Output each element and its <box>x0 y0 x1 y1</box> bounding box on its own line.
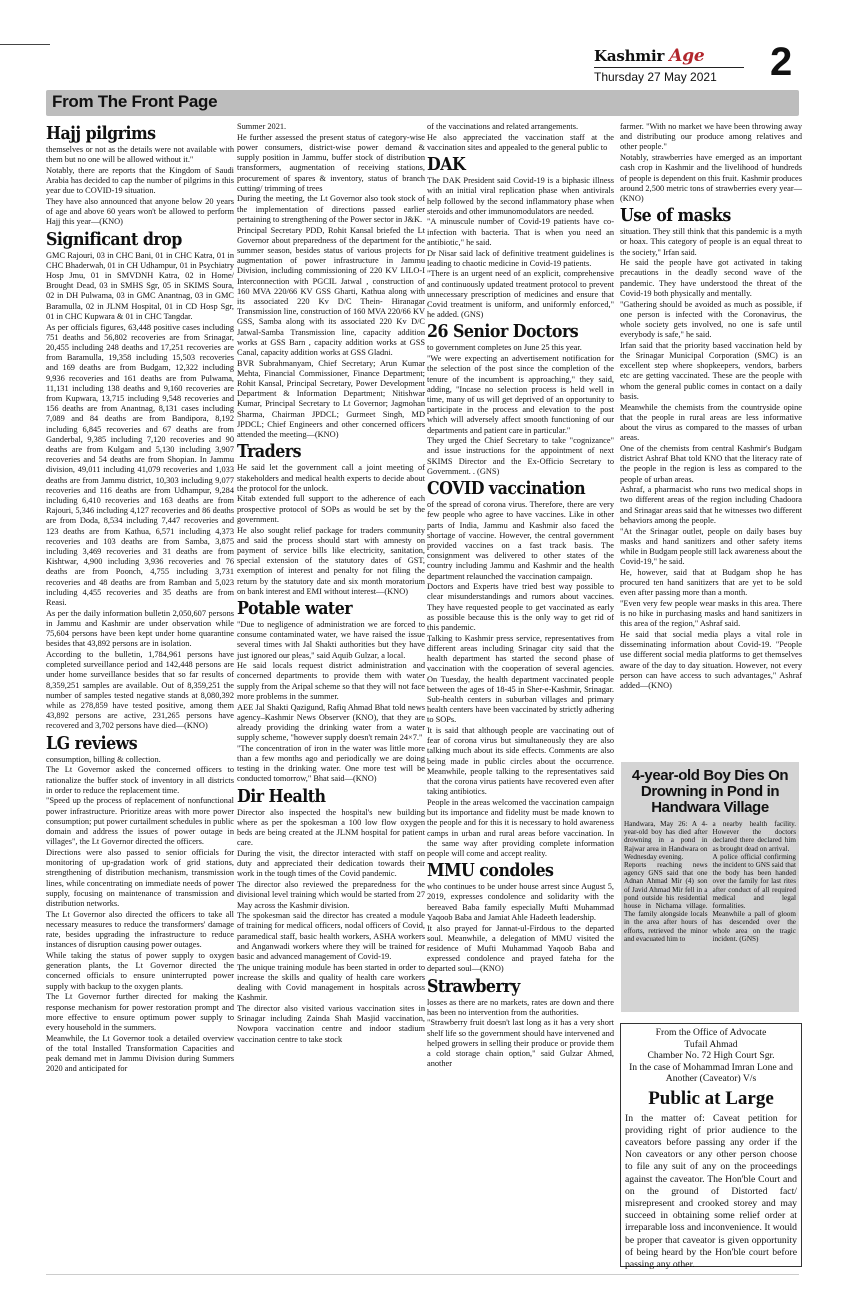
column-4 <box>620 122 802 692</box>
paragraph: "Speed up the process of replacement of nonfunctional power infrastructure. Prioritize areas with more power consumption; put power curtailment schedules in public domain and address the issues of power outage in villages", the Lt Governor directed the officers. <box>46 796 234 847</box>
paragraph: who continues to be under house arrest since August 5, 2019, expresses condolence and solidarity with the bereaved Baba family especially Mufti Muhammad Yaqoob Baba and Jamiat Ahle Hadeeth leadership. <box>427 882 614 922</box>
paragraph: AEE Jal Shakti Qazigund, Rafiq Ahmad Bhat told news agency–Kashmir News Observer (KNO), that they are already providing the drinking water from a water supply scheme, "however supply doesn't remain 24×7." <box>237 702 425 743</box>
paragraph: a nearby health facility. However the doctors declared there declared him as brought dead on arrival. <box>712 820 796 853</box>
paragraph: A police official confirming the incident to GNS said that the body has been handed over the family for last rites after conduct of all required medical and legal formalities. <box>712 852 796 911</box>
paragraph: "There is an urgent need of an explicit, comprehensive and continuously updated treatment protocol to prevent unnecessary prescription of medicines and ensure that Covid treatment is uniform, and uniformly enforced," he added. (GNS) <box>427 269 614 320</box>
paragraph: "Due to negligence of administration we are forced to consume contaminated water, we have raised the issue several times with Jal Shakti authorities but they have just ignored our pleas," said Aquib Gulzar, a local. <box>237 619 425 660</box>
paragraph: "A minuscule number of Covid-19 patients have co-infection with bacteria. That is when you need an antibiotic," he said. <box>427 217 614 247</box>
paragraph: The director also visited various vaccination sites in Srinagar including Zainda Shah Masjid vaccination, Nowpora vaccination centre and indoor stadium vaccination centre to take stock <box>237 1004 425 1044</box>
paragraph: to government completes on June 25 this year. <box>427 343 582 353</box>
paragraph: According to the bulletin, 1,784,961 persons have completed surveillance period and 142,448 persons are under home surveillance besides that so far results of 8,359,251 samples are available. Out of 8,359,251 the number of samples tested negative stands at 8,080,392 while as 278,859 have tested positive, among them 43,892 persons are active, 231,265 persons have recovered and 3,702 persons have died—(KNO) <box>46 650 234 731</box>
paragraph: "Gathering should be avoided as much as possible, if one person is infected with the Coronavirus, the whole society gets involved, no one is safe until everybody is safe," he said. <box>620 299 802 340</box>
paragraph: farmer. "With no market we have been throwing away and distributing our produce among relatives and other people." <box>620 122 802 152</box>
paragraph: The Lt Governor also directed the officers to take all necessary measures to reduce the transformers' damage rate, besides upgrading the infrastructure to reduce instances of disruption causing power outages. <box>46 909 234 950</box>
headline-traders: Traders <box>237 441 301 463</box>
logo-text-age: Age <box>669 46 705 66</box>
paragraph: One of the chemists from central Kashmir's Budgam district Ashraf Bhat told KNO that the literacy rate of the people in the region is less as compared to the people of urban areas. <box>620 443 802 484</box>
paragraph: The spokesman said the director has created a module of training for medical officers, nodal officers of Covid, paramedical staff, basic health workers, ASHA workers and Anganwadi workers where they will be trained for basic and advanced management of Covid-19. <box>237 911 425 962</box>
paragraph: As per officials figures, 63,448 positive cases including 751 deaths and 56,802 recoveries are from Srinagar, 20,455 including 248 deaths and 17,251 recoveries are from Baramulla, 19,358 including 15,503 recoveries and 169 deaths are from Budgam, 12,322 including 9,936 recoveries and 161 deaths are from Pulwama, 11,131 including 138 deaths and 9,160 recoveries are from Kupwara, 13,715 including 9,548 recoveries and 156 deaths are from Anantnag, 8,131 cases including 7,089 and 84 deaths are from Bandipora, 8,192 including 6,845 recoveries and 67 deaths are from Ganderbal, 9,385 including 7,120 recoveries and 90 deaths are from Kulgam and 5,130 including 3,907 recoveries and 54 deaths are from Shopian. In Jammu division, 49,011 including 41,079 recoveries and 1,033 deaths are from Jammu district, 10,303 including 9,077 recoveries and 116 deaths are from Udhampur, 9,284 including 6,410 recoveries and 163 deaths are from Rajouri, 5,346 including 4,127 recoveries and 86 deaths are from Doda, 8,534 including 7,447 recoveries and 123 deaths are from Kathua, 6,571 including 4,373 recoveries and 103 deaths are from Samba, 3,875 including 3,469 recoveries and 31 deaths are from Kishtwar, 4,900 including 3,936 recoveries and 76 deaths are from Poonch, 4,755 including 3,731 recoveries and 48 deaths are from Ramban and 5,023 including 4,455 recoveries and 35 deaths are from Reasi. <box>46 322 234 608</box>
paragraph: Meanwhile, the Lt Governor took a detailed overview of the total Installed Transformation Capacities and peak demand met in Jammu Division during Summers 2020 and anticipated for <box>46 1033 234 1074</box>
paragraph: Reports reaching news agency GNS said that one Adnan Ahmad Mir (4) son of Javid Ahmad Mir fell in a pond outside his residential house in Nichama village. The family alongside locals in the area after hours of efforts, retrieved the minor and evacuated him to <box>624 861 708 943</box>
paragraph: losses as there are no markets, rates are down and there has been no intervention from the authorities. <box>427 997 614 1017</box>
paragraph: The director also reviewed the preparedness for the divisional level training which would be started from 27 May across the Kashmir division. <box>237 880 425 910</box>
paragraph: consumption, billing & collection. <box>46 754 161 764</box>
paragraph: He said locals request district administration and concerned departments to provide them with water supply from the Aripal scheme so that they will not face more problems in the summer. <box>237 661 425 701</box>
boxed-story-body <box>621 820 799 943</box>
paragraph: "At the Srinagar outlet, people on daily bases buy masks and hand sanitizers and other safety items while in Budgam people still lack awareness about the Covid-19," he said. <box>620 526 802 567</box>
legal-notice-ad <box>620 1023 802 1270</box>
headline-significant-drop: Significant drop <box>46 228 182 250</box>
paragraph: He further assessed the present status of category-wise power consumers, district-wise power demand & supply position in Jammu, buffer stock of distribution transformers, augmentation of receiving stations, procurement of spares & inventory, status of branch cutting/ trimming of trees <box>237 132 425 193</box>
page-number: 2 <box>770 40 793 84</box>
paragraph: Handwara, May 26: A 4-year-old boy has died after drowning in a pond in Rajwar area in Handwara on Wednesday evening. <box>624 820 708 861</box>
paragraph: "The concentration of iron in the water was little more than a few months ago and periodically we are doing testing in the drinking water. One more test will be conducted tomorrow," Bhat said—(KNO) <box>237 743 425 784</box>
ad-title: Public at Large <box>648 1087 774 1109</box>
column-1 <box>46 122 234 1075</box>
paragraph: The DAK President said Covid-19 is a biphasic illness with an initial viral replication phase when antivirals help followed by the second inflammatory phase when steroids and other immunomodulators are needed. <box>427 176 614 216</box>
boxed-story-headline: 4-year-old Boy Dies On Drowning in Pond in Handwara Village <box>631 767 789 816</box>
headline-26-senior-doctors: 26 Senior Doctors <box>427 321 579 343</box>
issue-date: Thursday 27 May 2021 <box>594 70 717 84</box>
paragraph: situation. They still think that this pandemic is a myth or hoax. This category of people is an equal threat to the society," Irfan said. <box>620 227 802 257</box>
paragraph: It also prayed for Jannat-ul-Firdous to the departed soul. Meanwhile, a delegation of MMU visited the residence of Mufti Muhammad Yaqoob Baba and expressed condolence and prayed fateha for the departed soul—(KNO) <box>427 923 614 974</box>
paragraph: of the spread of corona virus. Therefore, there are very few people who agree to have vaccines. Like in other parts of India, Jammu and Kashmir also faced the shortage of vaccine. However, the central government provided vaccines on a fast track basis. The consignment was delivered to other states of the country including Jammu and Kashmir and the health department relaunched the vaccination campaign. <box>427 500 614 581</box>
ad-header <box>625 1027 797 1085</box>
paragraph: Doctors and Experts have tried best way possible to clear misunderstandings and rumors about vaccines. They have requested people to get vaccinated as early as possible because this is the only way to get rid of this pandemic. <box>427 582 614 633</box>
logo-text-kashmir: Kashmir <box>594 47 670 65</box>
paragraph: Ashraf, a pharmacist who runs two medical shops in two different areas of the region including Chadoora and Srinagar areas said that he witnesses two different behaviors among the people. <box>620 485 802 525</box>
headline-mmu-condoles: MMU condoles <box>427 860 554 882</box>
paragraph: While taking the status of power supply to oxygen generation plants, the Lt Governor directed the concerned officials to ensure uninterrupted power supply with backup to the oxygen plants. <box>46 951 234 991</box>
top-rule <box>0 44 50 45</box>
paragraph: of the vaccinations and related arrangements. <box>427 122 579 131</box>
paragraph: Directions were also passed to senior officials for monitoring of up-gradation work of grid stations, strengthening of distribution mechanism, transmission lines, while concentrating on immediate needs of power supply, focusing on maintenance of transmission and distribution networks. <box>46 848 234 909</box>
headline-dir-health: Dir Health <box>237 785 326 807</box>
section-title: From The Front Page <box>52 92 218 111</box>
paragraph: Kitab extended full support to the adherence of each prospective protocol of SOPs as would be set by the government. <box>237 494 425 524</box>
paragraph: GMC Rajouri, 03 in CHC Bani, 01 in CHC Katra, 01 in CHC Bhaderwah, 01 in CH Udhampur, 01 in Psychiatry Hosp Jmu, 01 in SMVDNH Katra, 02 in Home/ Brought Dead, 03 in SMHS Sgr, 05 in SKIMS Soura, 02 in DH Pulwama, 03 in GMC Anantnag, 03 in GMC Baramulla, 02 in JLNM Hospital, 01 in CD Hosp Sgr, 01 in CHC Kupwara & 01 in CHC Tangdar. <box>46 250 234 321</box>
ad-line: From the Office of Advocate <box>655 1027 767 1038</box>
headline-use-of-masks: Use of masks <box>620 205 731 227</box>
paragraph: As per the daily information bulletin 2,050,607 persons in Jammu and Kashmir are under observation while 75,604 persons have been kept under home quarantine besides that 43,892 persons are in isolation. <box>46 608 234 649</box>
paragraph: themselves or not as the details were not available with them but no one will be allowed without it." <box>46 145 234 165</box>
paragraph: He said that social media plays a vital role in disseminating information about Covid-19. "People use different social media platforms to get themselves aware of the day to day situation. However, not every person can have access to such advantages," Ashraf added—(KNO) <box>620 630 802 691</box>
paragraph: People in the areas welcomed the vaccination campaign but its importance and fidelity must be made known to the people and for this it is necessary to hold awareness camps in urban and rural areas before vaccination. In the same way after providing complete information people will come and accept reality. <box>427 797 614 858</box>
paragraph: He said the people have got activated in taking precautions in the deadly second wave of the pandemic. They have understood the threat of the Covid-19 both physically and mentally. <box>620 258 802 298</box>
masthead-rule <box>594 67 744 68</box>
masthead <box>594 46 774 84</box>
headline-potable-water: Potable water <box>237 597 353 619</box>
ad-body: In the matter of: Caveat petition for providing right of prior audience to the caveators before passing any order if the Non caveators or any other person choose to file any suit of any on the proceedings against the caveator. The Hon'ble Court and on the ground of Distorted fact/ misrepresent and crooked storey and may succeed in obtaining some relief order at irreparable loss and inconvenience. It would be proper that caveator is given opportunity of being heard by the Hon'ble court before passing any other. <box>625 1112 797 1270</box>
paragraph: Summer 2021. <box>237 122 287 131</box>
headline-hajj-pilgrims: Hajj pilgrims <box>46 123 156 144</box>
ad-line: Tufail Ahmad <box>684 1038 738 1050</box>
paragraph: They have also announced that anyone below 20 years of age and above 60 years won't be allowed to perform Hajj this year—(KNO) <box>46 197 234 227</box>
paragraph: "Strawberry fruit doesn't last long as it has a very short shelf life so the government should have intervened and helped growers in selling their produce or provide them a cold storage chain option," said Gulzar Ahmed, another <box>427 1018 614 1069</box>
paragraph: Meanwhile a pall of gloom has descended over the whole area on the tragic incident. (GNS) <box>712 910 796 943</box>
paragraph: Principal Secretary PDD, Rohit Kansal briefed the Lt Governor about preparedness of the department for the summer season, besides status of various projects for augmentation of power infrastructure in Jammu Division, including commissioning of 220 KV LILO-I Interconnection with PGCIL Jatwal , construction of 160 MVA 220/66 KV GSS Gharti, Kathua along with its associated 220 Kv D/C Thein- Hiranagar Transmission line, construction of 160 MVA 220/66 KV GSS, Samba along with its associated 220 Kv D/C Jatwal-Samba Transmission line, capacity addition works at GSS Barn , capacity addition works at GSS Canal, capacity addition works at GSS Gladni. <box>237 225 425 357</box>
paragraph: "We were expecting an advertisement notification for the selection of the post since the completion of the tenure of the incumbent is approaching," they said, adding, "Incase no selection process is held well in time, many of us will get deprived of an opportunity to participate in the process and elevation to the post which will adversely affect smooth functioning of our departments and patient care in particular." <box>427 354 614 435</box>
headline-lg-reviews: LG reviews <box>46 732 138 754</box>
boxed-story-column-right <box>713 820 797 943</box>
paragraph: Irfan said that the priority based vaccination held by the Srinagar Municipal Corporation (SMC) is an excellent step where shopkeepers, vendors, barbers etc are getting vaccinated. These are the people with whom the general public comes in contact on a daily basis. <box>620 340 802 401</box>
column-2 <box>237 122 425 1045</box>
paragraph: The unique training module has been started in order to increase the skills and quality of health care workers dealing with Covid management in hospitals across Kashmir. <box>237 962 425 1003</box>
paragraph: "Even very few people wear masks in this area. There is no hike in purchasing masks and hand sanitizers in this area of the region," Ashraf said. <box>620 598 802 629</box>
headline-strawberry: Strawberry <box>427 975 520 997</box>
paragraph: He also sought relief package for traders community and said the process should start with amnesty on payment of service bills like electricity, sanitation, special extension of the statutory dates of GST, exemption of interest and penalty for not filing the return by the statutory date and six month moratorium on bank interest and EMI without interest—(KNO) <box>237 525 425 596</box>
headline-covid-vaccination: COVID vaccination <box>427 478 586 500</box>
newspaper-logo <box>594 46 774 66</box>
footer-rule <box>46 1274 799 1275</box>
boxed-story-handwara <box>621 762 799 1012</box>
paragraph: Notably, there are reports that the Kingdom of Saudi Arabia has decided to cap the number of pilgrims in this year due to COVID-19 situation. <box>46 165 234 196</box>
paragraph: The Lt Governor asked the concerned officers to rationalize the buffer stock of inventory in all districts in order to reduce the replacement time. <box>46 765 234 795</box>
paragraph: He also appreciated the vaccination staff at the vaccination sites and appealed to the general public to <box>427 132 614 152</box>
column-3 <box>427 122 614 1070</box>
paragraph: During the visit, the director interacted with staff on duty and appreciated their dedication towards their work in the tough times of the Covid pandemic. <box>237 849 425 879</box>
paragraph: The Lt Governor further directed for making the response mechanism for power restoration prompt and more effective to ensure optimum power supply to every household in the summers. <box>46 992 234 1032</box>
paragraph: It is said that although people are vaccinating out of fear of corona virus but simultaneously they are also talking much about its side effects. Comments are also being made in public circles about the occurrence. Meanwhile, people talking to the representatives said that the corona virus patients have recovered even after taking antibiotics. <box>427 726 614 797</box>
paragraph: Director also inspected the hospital's new building where as per the spokesman a 100 low flow oxygen beds are being created at the JLNM hospital for patient care. <box>237 807 425 848</box>
paragraph: BVR Subrahmanyam, Chief Secretary; Arun Kumar Mehta, Financial Commissioner, Finance Department; Rohit Kansal, Principal Secretary, Power Development Department & Information Department; Nitishwar Kumar, Principal Secretary to Lt Governor; Jagmohan Sharma, Chairman JPDCL; Gurmeet Singh, MD JPDCL; Chief Engineers and other concerned officers attended the meeting—(KNO) <box>237 358 425 440</box>
paragraph: Meanwhile the chemists from the countryside opine that the people in rural areas are less informative about the virus as compared to the masses of urban areas. <box>620 402 802 443</box>
headline-dak: DAK <box>427 154 466 176</box>
paragraph: Dr Nisar said lack of definitive treatment guidelines is leading to chaotic medicine in Covid-19 patients. <box>427 248 614 268</box>
ad-line: In the case of Mohammad Imran Lone and <box>629 1061 793 1073</box>
paragraph: Talking to Kashmir press service, representatives from different areas including Srinagar city said that the health department has started the second phase of vaccination with the cooperation of several agencies. On Tuesday, the health department vaccinated people between the ages of 18-45 in Sher-e-Kashmir, Srinagar. Sub-health centers in suburban villages and primary health centers have been vaccinated by strictly adhering to SOPs. <box>427 633 614 725</box>
ad-line: Chamber No. 72 High Court Sgr. <box>647 1050 775 1061</box>
paragraph: He said let the government call a joint meeting of stakeholders and medical health experts to decide about the protocol for the unlock. <box>237 463 425 493</box>
ad-line: Another (Caveator) V/s <box>665 1073 757 1084</box>
paragraph: Notably, strawberries have emerged as an important cash crop in Kashmir and the livelihood of hundreds of people is dependent on this fruit. Kashmir produces around 2,500 metric tons of strawberries every year—(KNO) <box>620 153 802 203</box>
boxed-story-column-left <box>624 820 708 943</box>
paragraph: They urged the Chief Secretary to take "cognizance" and issue instructions for the appointment of next SKIMS Director and the Ex-Officio Secretary to Government. . (GNS) <box>427 436 614 476</box>
paragraph: During the meeting, the Lt Governor also took stock of the implementation of directions passed earlier pertaining to strengthening of the Power sector in J&K. <box>237 194 425 224</box>
section-header-bar <box>46 90 799 116</box>
paragraph: He, however, said that at Budgam shop he has procured ten hand sanitizers that are yet to be sold even after passing more than a month. <box>620 567 802 598</box>
